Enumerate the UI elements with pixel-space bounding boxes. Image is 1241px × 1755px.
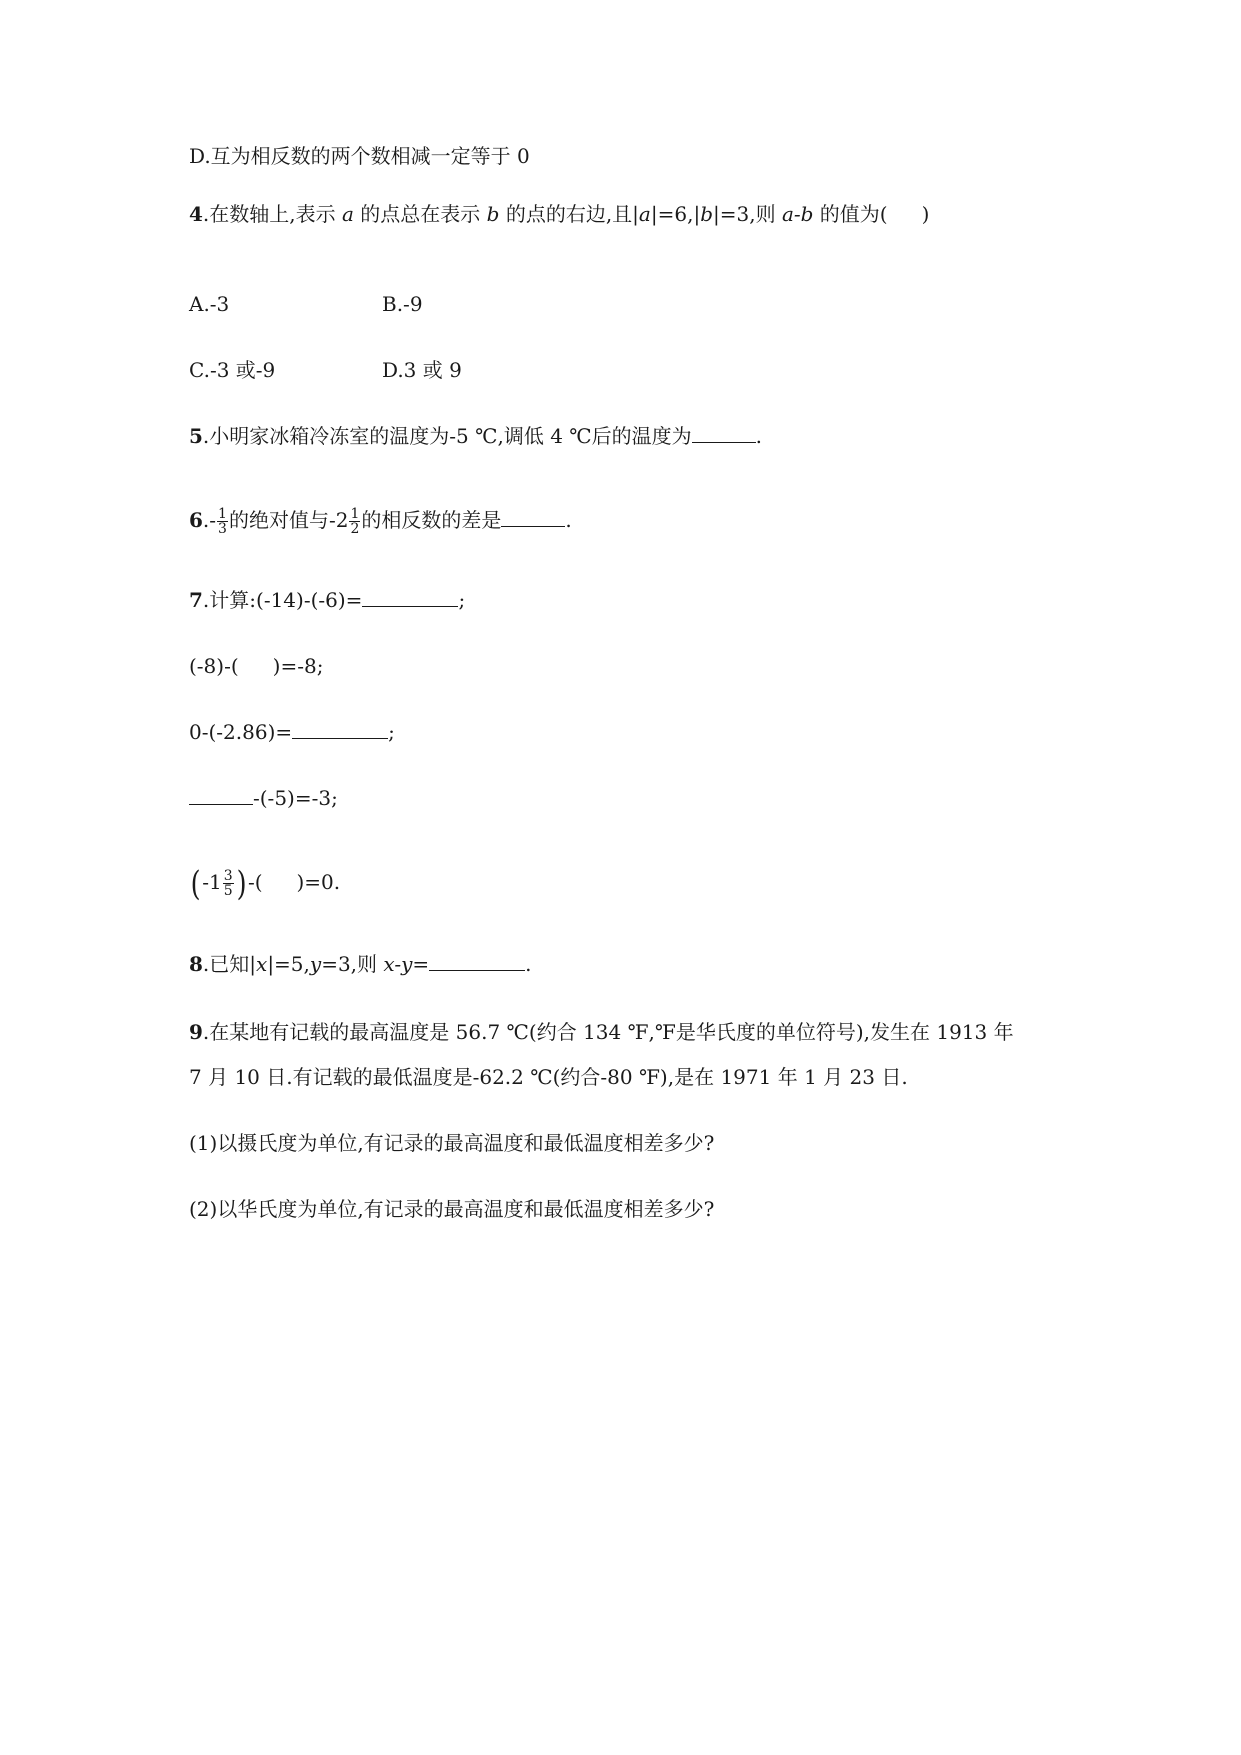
q8-text: = — [412, 952, 430, 976]
q4-option-b: B.-9 — [382, 292, 423, 316]
q4-text: |=3,则 — [713, 202, 782, 226]
expr-a-minus-b: a-b — [781, 202, 814, 226]
q4-option-a: A.-3 — [189, 292, 230, 316]
q4-text: 的点总在表示 — [353, 202, 487, 226]
question-4 — [189, 200, 929, 228]
var-b: b — [486, 202, 500, 226]
question-8 — [189, 950, 532, 978]
q7-text: .计算:(-14)-(-6)= — [202, 588, 363, 612]
question-number: 7 — [189, 588, 203, 612]
numerator: 3 — [223, 868, 233, 884]
question-number: 6 — [189, 508, 203, 532]
q8-text: .已知| — [202, 952, 257, 976]
q3-option-d — [189, 142, 530, 170]
open-paren: ( — [190, 863, 201, 904]
q6-text: 的相反数的差是 — [361, 508, 502, 532]
fraction-one-third — [217, 507, 228, 536]
q4-text: ) — [921, 202, 930, 226]
var-a: a — [638, 202, 651, 226]
question-7-line-5 — [189, 863, 341, 904]
denominator: 2 — [350, 521, 360, 537]
q9-text: .在某地有记载的最高温度是 56.7 ℃(约合 134 ℉,℉是华氏度的单位符号),发生在 1913 年 — [202, 1020, 1014, 1044]
q6-text: .- — [202, 508, 217, 532]
question-7-line-2 — [189, 652, 323, 680]
var-y: y — [309, 952, 322, 976]
numerator: 1 — [350, 506, 360, 522]
var-a: a — [342, 202, 354, 226]
q4-text: 的点的右边,且| — [499, 202, 639, 226]
q9-text: 7 月 10 日.有记载的最低温度是-62.2 ℃(约合-80 ℉),是在 1971 年 1 月 23 日. — [189, 1065, 908, 1089]
q9-part-1-text: (1)以摄氏度为单位,有记录的最高温度和最低温度相差多少? — [189, 1131, 715, 1155]
question-7-line-1 — [189, 586, 465, 614]
q7-text: -1 — [202, 870, 222, 894]
answer-blank — [189, 784, 253, 805]
question-number: 4 — [189, 202, 203, 226]
var-x: x — [256, 952, 268, 976]
denominator: 3 — [218, 521, 227, 537]
var-b: b — [700, 202, 713, 226]
answer-blank — [429, 950, 525, 971]
q4-text: 的值为( — [813, 202, 888, 226]
q7-end: ; — [458, 588, 466, 612]
question-9-part-1 — [189, 1129, 714, 1157]
q6-end: . — [565, 508, 572, 532]
q7-end: ; — [388, 720, 395, 744]
q7-text: )=0. — [296, 870, 341, 894]
q6-text: 的绝对值与-2 — [228, 508, 349, 532]
q7-text: )=-8; — [272, 654, 324, 678]
q8-text: =3,则 — [321, 952, 384, 976]
question-5 — [189, 422, 762, 450]
q8-end: . — [525, 952, 532, 976]
q7-text: (-8)-( — [189, 654, 239, 678]
q3-option-d-text: D.互为相反数的两个数相减一定等于 0 — [189, 144, 530, 168]
close-paren: ) — [236, 863, 247, 904]
q4-text: |=6,| — [650, 202, 701, 226]
denominator: 5 — [223, 883, 233, 899]
q4-option-c: C.-3 或-9 — [189, 358, 276, 382]
answer-blank — [292, 718, 388, 739]
question-number: 8 — [189, 952, 203, 976]
q9-part-2-text: (2)以华氏度为单位,有记录的最高温度和最低温度相差多少? — [189, 1197, 715, 1221]
q4-text: .在数轴上,表示 — [202, 202, 342, 226]
question-7-line-4 — [189, 784, 338, 812]
question-6 — [189, 502, 572, 538]
question-number: 5 — [189, 424, 203, 448]
q5-end: . — [755, 424, 763, 448]
fraction-one-half — [349, 507, 360, 536]
q4-option-d: D.3 或 9 — [382, 358, 462, 382]
answer-blank — [692, 422, 756, 443]
question-7-line-3 — [189, 718, 395, 746]
fraction-three-fifths — [223, 869, 234, 898]
question-number: 9 — [189, 1020, 203, 1044]
q7-text: -( — [247, 870, 263, 894]
answer-blank — [501, 506, 565, 527]
q7-text: -(-5)=-3; — [253, 786, 338, 810]
expr-x-minus-y: x-y — [383, 952, 413, 976]
numerator: 1 — [218, 506, 227, 522]
answer-blank — [362, 586, 458, 607]
q5-text: .小明家冰箱冷冻室的温度为-5 ℃,调低 4 ℃后的温度为 — [202, 424, 692, 448]
question-9-line-1 — [189, 1018, 1014, 1046]
question-9-part-2 — [189, 1195, 714, 1223]
q7-text: 0-(-2.86)= — [189, 720, 293, 744]
q8-text: |=5, — [267, 952, 310, 976]
question-9-line-2 — [189, 1063, 908, 1091]
